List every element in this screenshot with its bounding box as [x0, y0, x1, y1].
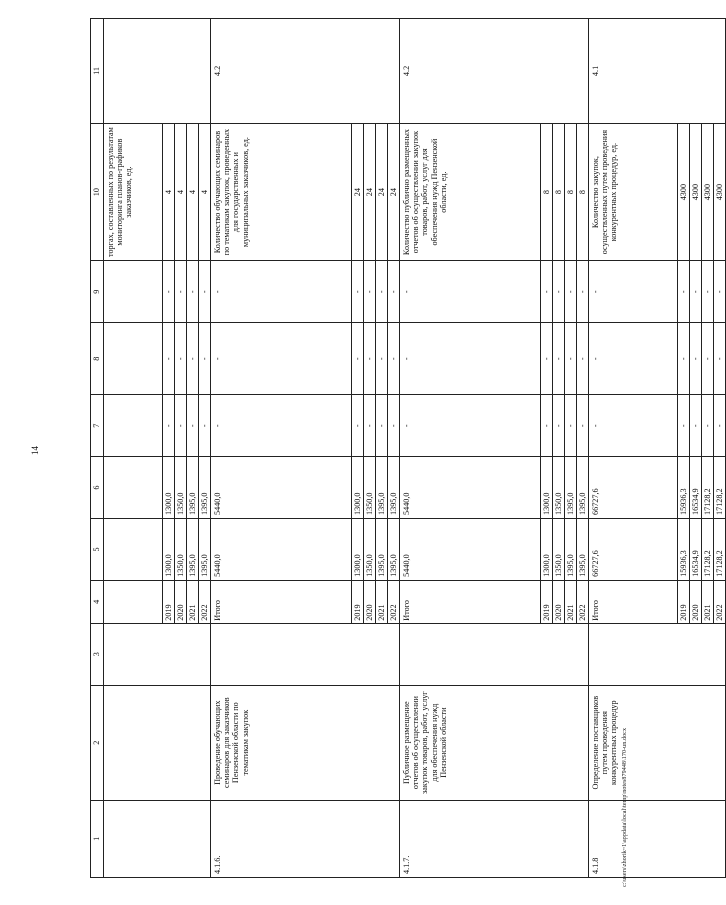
total-col9: - [211, 261, 352, 323]
value-col7: - [690, 395, 702, 457]
value-col10: 4 [163, 123, 175, 260]
value-col8: - [678, 323, 690, 395]
column-number-row [91, 19, 104, 878]
year-cell: 2020 [690, 580, 702, 623]
value-col7: - [541, 395, 553, 457]
year-cell: 2022 [577, 580, 589, 623]
year-cell: 2021 [702, 580, 714, 623]
value-col9: - [714, 261, 726, 323]
table-row-activity [400, 19, 541, 878]
cell-empty [104, 623, 211, 685]
indicator-text: Количество публично размещенных отчетов об осуществлении закупок товаров, работ, услуг для обеспечения нужд Пензенской области, ед. [400, 123, 541, 260]
value-col6: 1395,0 [199, 457, 211, 519]
cell-empty [400, 623, 589, 685]
cell-empty [104, 261, 163, 323]
target-indicator-ref: 4.1 [589, 19, 726, 124]
total-label: Итого [589, 580, 678, 623]
value-col5: 1395,0 [376, 518, 388, 580]
total-col5: 5440,0 [211, 518, 352, 580]
cell-empty [104, 518, 163, 580]
value-col9: - [388, 261, 400, 323]
value-col7: - [678, 395, 690, 457]
col-header-2: 2 [91, 685, 104, 800]
year-cell: 2021 [187, 580, 199, 623]
value-col6: 1395,0 [376, 457, 388, 519]
year-cell: 2019 [352, 580, 364, 623]
value-col9: - [541, 261, 553, 323]
value-col5: 1350,0 [553, 518, 565, 580]
value-col10: 4 [187, 123, 199, 260]
value-col5: 1395,0 [577, 518, 589, 580]
value-col8: - [577, 323, 589, 395]
value-col5: 1300,0 [163, 518, 175, 580]
year-cell: 2021 [565, 580, 577, 623]
footer-file-path: c:\users\zhorik~1\appdata\local\temp\notes879448\170-un.docx [622, 727, 628, 887]
year-cell: 2022 [388, 580, 400, 623]
year-cell: 2021 [376, 580, 388, 623]
value-col6: 15936,3 [678, 457, 690, 519]
value-col6: 1350,0 [175, 457, 187, 519]
value-col5: 1395,0 [388, 518, 400, 580]
value-col6: 1395,0 [577, 457, 589, 519]
page-number: 14 [30, 446, 40, 455]
value-col5: 17128,2 [702, 518, 714, 580]
cell-empty [211, 623, 400, 685]
value-col10: 4 [199, 123, 211, 260]
value-col8: - [690, 323, 702, 395]
col-header-5: 5 [91, 518, 104, 580]
total-col8: - [400, 323, 541, 395]
value-col6: 1350,0 [364, 457, 376, 519]
value-col8: - [352, 323, 364, 395]
value-col7: - [577, 395, 589, 457]
total-col5: 5440,0 [400, 518, 541, 580]
year-cell: 2022 [199, 580, 211, 623]
value-col7: - [553, 395, 565, 457]
col-header-7: 7 [91, 395, 104, 457]
value-col7: - [714, 395, 726, 457]
col-header-6: 6 [91, 457, 104, 519]
activity-name: Проведение обучающих семинаров для заказчиков Пензенской области по тематикам закупок [211, 685, 400, 800]
year-cell: 2019 [678, 580, 690, 623]
value-col9: - [376, 261, 388, 323]
value-col9: - [702, 261, 714, 323]
value-col6: 1395,0 [565, 457, 577, 519]
value-col6: 1395,0 [388, 457, 400, 519]
program-table [90, 18, 726, 878]
value-col10: 4300 [678, 123, 690, 260]
value-col5: 1350,0 [364, 518, 376, 580]
value-col10: 8 [553, 123, 565, 260]
total-col6: 66727,6 [589, 457, 678, 519]
value-col9: - [690, 261, 702, 323]
total-col8: - [211, 323, 352, 395]
year-cell: 2020 [175, 580, 187, 623]
value-col8: - [187, 323, 199, 395]
value-col8: - [199, 323, 211, 395]
value-col7: - [187, 395, 199, 457]
value-col6: 16534,9 [690, 457, 702, 519]
cell-empty [104, 323, 163, 395]
value-col6: 1350,0 [553, 457, 565, 519]
value-col7: - [352, 395, 364, 457]
value-col6: 1300,0 [541, 457, 553, 519]
cell-empty [104, 685, 211, 800]
year-cell: 2020 [553, 580, 565, 623]
value-col5: 1395,0 [199, 518, 211, 580]
value-col6: 17128,2 [714, 457, 726, 519]
value-col6: 1395,0 [187, 457, 199, 519]
target-indicator-ref: 4.2 [400, 19, 589, 124]
value-col8: - [175, 323, 187, 395]
col-header-11: 11 [91, 19, 104, 124]
activity-number: 4.1.7. [400, 800, 589, 877]
value-col8: - [388, 323, 400, 395]
year-cell: 2022 [714, 580, 726, 623]
cell-empty [104, 395, 163, 457]
value-col8: - [376, 323, 388, 395]
value-col10: 8 [577, 123, 589, 260]
target-indicator-ref: 4.2 [211, 19, 400, 124]
value-col7: - [199, 395, 211, 457]
value-col8: - [163, 323, 175, 395]
col-header-9: 9 [91, 261, 104, 323]
activity-name: Определение поставщиков путем проведения конкурентных процедур [589, 685, 726, 800]
value-col8: - [714, 323, 726, 395]
cell-empty [589, 623, 726, 685]
value-col7: - [565, 395, 577, 457]
value-col5: 17128,2 [714, 518, 726, 580]
value-col9: - [352, 261, 364, 323]
year-cell: 2019 [163, 580, 175, 623]
total-col9: - [400, 261, 541, 323]
table-row-activity [211, 19, 352, 878]
value-col7: - [163, 395, 175, 457]
value-col10: 8 [541, 123, 553, 260]
total-col5: 66727,6 [589, 518, 678, 580]
value-col5: 16534,9 [690, 518, 702, 580]
value-col6: 1300,0 [163, 457, 175, 519]
value-col9: - [364, 261, 376, 323]
cell-empty [104, 19, 211, 124]
total-col7: - [211, 395, 352, 457]
col-header-3: 3 [91, 623, 104, 685]
value-col9: - [553, 261, 565, 323]
value-col9: - [577, 261, 589, 323]
total-col9: - [589, 261, 678, 323]
value-col8: - [541, 323, 553, 395]
total-label: Итого [400, 580, 541, 623]
activity-name: Публичное размещение отчетов об осуществлении закупок товаров, работ, услуг для обеспечения нужд Пензенской области [400, 685, 589, 800]
total-col7: - [400, 395, 541, 457]
year-cell: 2019 [541, 580, 553, 623]
col-header-1: 1 [91, 800, 104, 877]
value-col6: 17128,2 [702, 457, 714, 519]
value-col8: - [553, 323, 565, 395]
value-col9: - [163, 261, 175, 323]
value-col10: 24 [376, 123, 388, 260]
value-col8: - [565, 323, 577, 395]
value-col7: - [376, 395, 388, 457]
value-col5: 15936,3 [678, 518, 690, 580]
activity-number: 4.1.8 [589, 800, 726, 877]
value-col10: 4300 [714, 123, 726, 260]
col-header-10: 10 [91, 123, 104, 260]
value-col10: 24 [388, 123, 400, 260]
total-label: Итого [211, 580, 352, 623]
value-col5: 1350,0 [175, 518, 187, 580]
table-row-activity [589, 19, 678, 878]
value-col6: 1300,0 [352, 457, 364, 519]
value-col7: - [388, 395, 400, 457]
indicator-text: Количество закупок, осуществленных путем проведения конкурентных процедур, ед. [589, 123, 678, 260]
cell-empty [104, 580, 163, 623]
value-col9: - [175, 261, 187, 323]
value-col5: 1395,0 [187, 518, 199, 580]
col-header-8: 8 [91, 323, 104, 395]
cell-empty [104, 457, 163, 519]
cell-empty [104, 800, 211, 877]
value-col10: 24 [364, 123, 376, 260]
value-col7: - [702, 395, 714, 457]
value-col10: 4300 [702, 123, 714, 260]
value-col9: - [678, 261, 690, 323]
total-col6: 5440,0 [211, 457, 352, 519]
value-col10: 4 [175, 123, 187, 260]
value-col5: 1300,0 [352, 518, 364, 580]
value-col7: - [364, 395, 376, 457]
col-header-4: 4 [91, 580, 104, 623]
value-col10: 24 [352, 123, 364, 260]
year-cell: 2020 [364, 580, 376, 623]
indicator-text: Количество обучающих семинаров по тематикам закупок, проведенных для государственных и муниципальных заказчиков, ед. [211, 123, 352, 260]
value-col10: 4300 [690, 123, 702, 260]
value-col10: 8 [565, 123, 577, 260]
indicator-text: торгах, составленных по результатам мониторинга планов-графиков заказчиков, ед. [104, 123, 163, 260]
value-col8: - [702, 323, 714, 395]
total-col6: 5440,0 [400, 457, 541, 519]
value-col8: - [364, 323, 376, 395]
value-col7: - [175, 395, 187, 457]
value-col5: 1395,0 [565, 518, 577, 580]
table-row-continuation [104, 19, 163, 878]
total-col7: - [589, 395, 678, 457]
total-col8: - [589, 323, 678, 395]
value-col5: 1300,0 [541, 518, 553, 580]
activity-number: 4.1.6. [211, 800, 400, 877]
value-col9: - [187, 261, 199, 323]
value-col9: - [199, 261, 211, 323]
value-col9: - [565, 261, 577, 323]
